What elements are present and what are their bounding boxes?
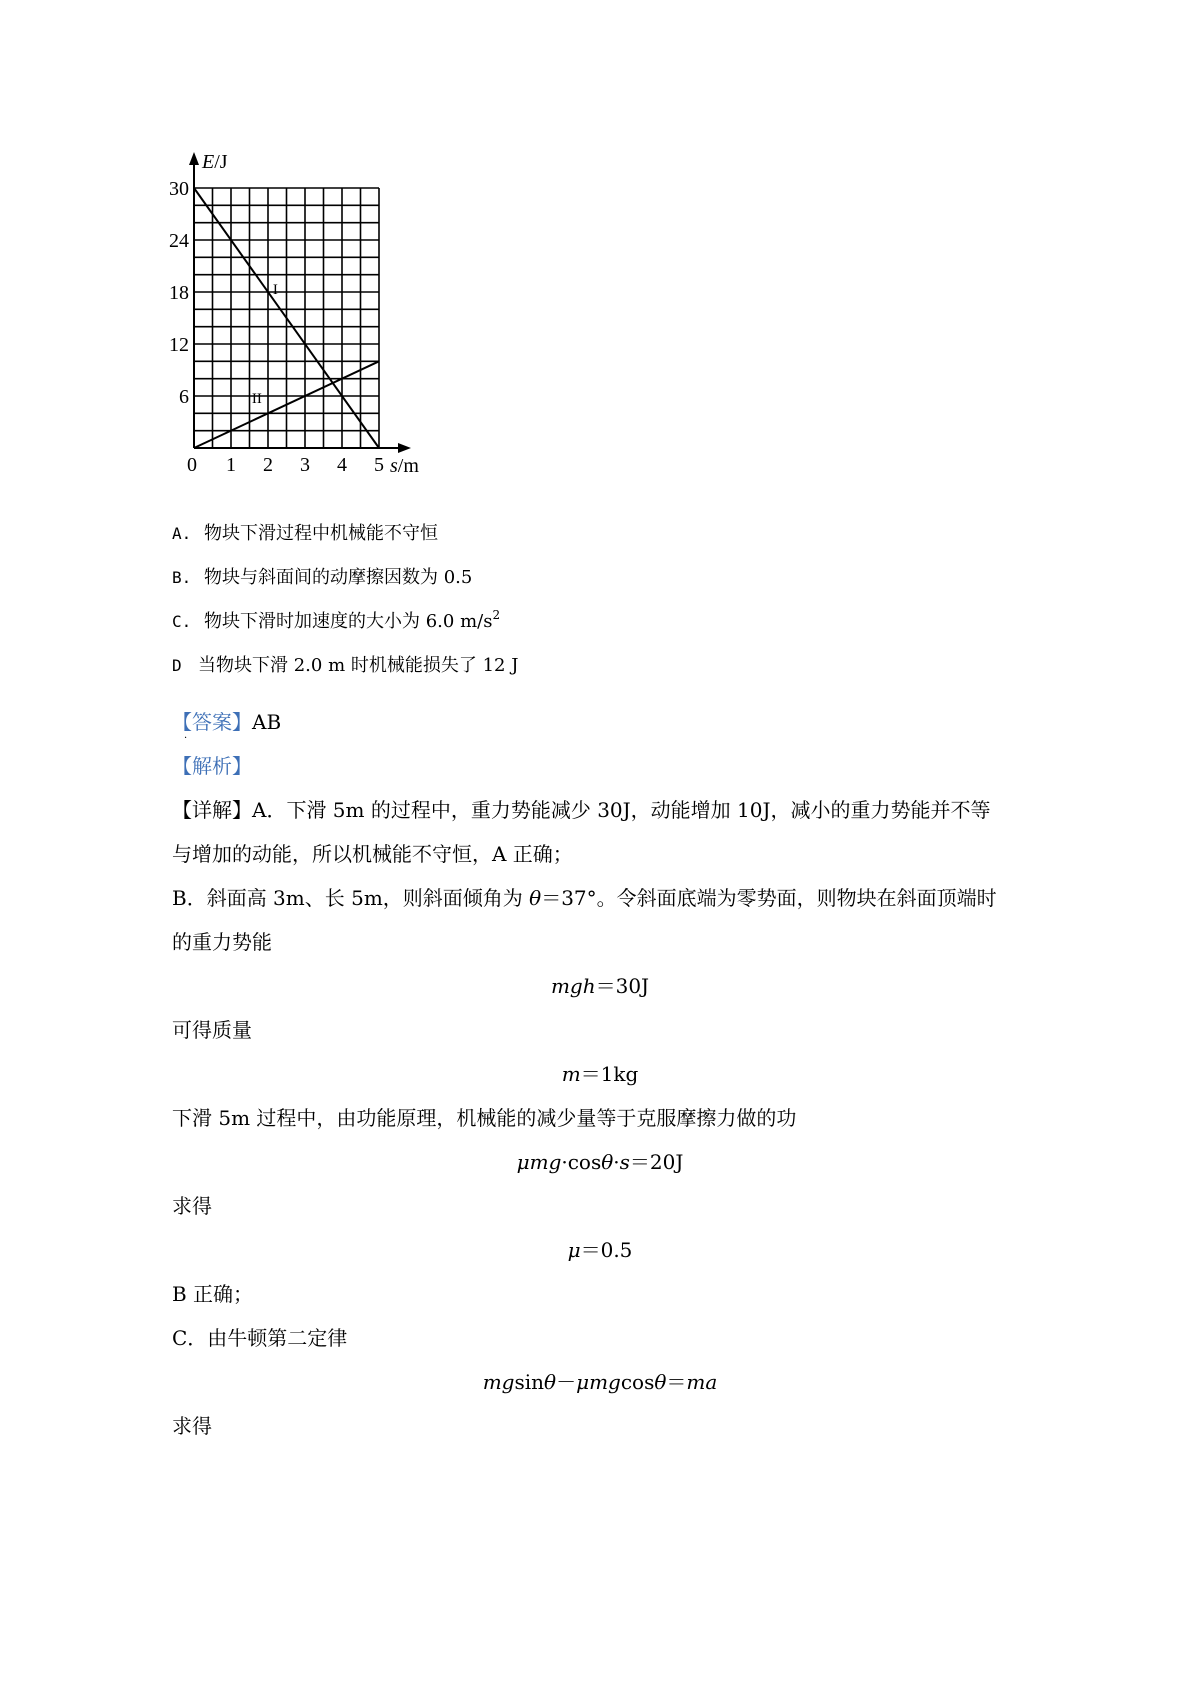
option-d-key: D <box>172 656 182 675</box>
detail-p1-line1: 【详解】A．下滑 5m 的过程中，重力势能减少 30J，动能增加 10J，减小的重力势能并不等 <box>172 798 991 822</box>
x-tick-label: 3 <box>300 454 310 476</box>
eq5-a: mg <box>482 1370 515 1394</box>
eq1-rest: ＝30J <box>595 974 650 998</box>
x-tick-label: 2 <box>263 454 273 476</box>
x-tick-label: 0 <box>187 454 197 476</box>
option-a-key: A. <box>172 524 192 543</box>
option-c-text: 物块下滑时加速度的大小为 6.0 m/s <box>204 611 493 632</box>
equation-mgh <box>0 972 1200 1000</box>
eq4-var: μ <box>567 1238 581 1262</box>
detail-p4: 下滑 5m 过程中，由功能原理，机械能的减少量等于克服摩擦力做的功 <box>172 1106 797 1130</box>
answer-line <box>172 708 281 736</box>
eq5-c: θ <box>544 1370 557 1394</box>
eq3-e: s <box>619 1150 630 1174</box>
theta-symbol: θ <box>529 886 542 910</box>
eq2-var: m <box>561 1062 581 1086</box>
y-tick-label: 30 <box>169 178 189 200</box>
detail-p2-text-b: ＝37°。令斜面底端为零势面，则物块在斜面顶端时 <box>541 886 997 910</box>
x-tick-label: 5 <box>374 454 384 476</box>
option-a-text: 物块下滑过程中机械能不守恒 <box>204 523 438 544</box>
eq3-b: ·cos <box>561 1150 602 1174</box>
analysis-tag: 【解析】 <box>172 754 252 778</box>
answer-value: AB <box>252 710 282 734</box>
graph-labels <box>169 151 419 477</box>
x-tick-label: 1 <box>226 454 236 476</box>
analysis-line <box>172 752 252 780</box>
y-tick-label: 24 <box>169 230 189 252</box>
y-axis-label: E/J <box>202 151 228 173</box>
option-b-key: B. <box>172 568 192 587</box>
answer-tag: 【答案】 <box>172 710 252 734</box>
eq5-i: ma <box>686 1370 718 1394</box>
eq5-d: － <box>556 1370 577 1394</box>
eq3-f: ＝20J <box>629 1150 684 1174</box>
stray-mark: · <box>184 733 188 744</box>
option-c-exponent: 2 <box>492 608 501 622</box>
y-axis-arrow <box>189 152 199 165</box>
detail-p6: B 正确； <box>172 1282 254 1306</box>
equation-mu <box>0 1236 1200 1264</box>
option-d-text: 当物块下滑 2.0 m 时机械能损失了 12 J <box>198 655 519 676</box>
equation-friction-work <box>0 1148 1200 1176</box>
detail-p5: 求得 <box>172 1194 212 1218</box>
detail-p2-line1 <box>172 884 997 912</box>
eq5-b: sin <box>514 1370 545 1394</box>
eq2-rest: ＝1kg <box>580 1062 639 1086</box>
graph-axes <box>189 152 411 453</box>
equation-mass <box>0 1060 1200 1088</box>
series-label-2: II <box>251 390 262 407</box>
x-axis-arrow <box>398 443 411 453</box>
eq3-c: θ <box>601 1150 614 1174</box>
detail-p2-text-a: B．斜面高 3m、长 5m，则斜面倾角为 <box>172 886 530 910</box>
detail-p7: C．由牛顿第二定律 <box>172 1326 348 1350</box>
equation-newton <box>0 1368 1200 1396</box>
eq3-d: · <box>613 1150 620 1174</box>
eq5-g: θ <box>654 1370 667 1394</box>
x-axis-label: s/m <box>390 455 419 477</box>
detail-p1-line2: 与增加的动能，所以机械能不守恒，A 正确； <box>172 842 573 866</box>
option-d <box>172 652 518 680</box>
option-b <box>172 564 472 592</box>
eq5-e: μmg <box>576 1370 621 1394</box>
x-tick-label: 4 <box>337 454 347 476</box>
detail-p3: 可得质量 <box>172 1018 252 1042</box>
eq4-rest: ＝0.5 <box>580 1238 633 1262</box>
eq1-var: mgh <box>550 974 596 998</box>
y-tick-label: 12 <box>169 334 189 356</box>
eq3-a: μmg <box>516 1150 562 1174</box>
y-tick-label: 6 <box>179 386 189 408</box>
detail-p2-line2: 的重力势能 <box>172 930 272 954</box>
series-label-1: I <box>272 282 278 298</box>
energy-graph <box>169 150 480 530</box>
detail-p8: 求得 <box>172 1414 212 1438</box>
eq5-f: cos <box>620 1370 655 1394</box>
option-b-text: 物块与斜面间的动摩擦因数为 0.5 <box>204 567 473 588</box>
option-a <box>172 520 438 548</box>
eq5-h: ＝ <box>666 1370 687 1394</box>
option-c <box>172 608 500 636</box>
y-tick-label: 18 <box>169 282 189 304</box>
option-c-key: C. <box>172 612 192 631</box>
